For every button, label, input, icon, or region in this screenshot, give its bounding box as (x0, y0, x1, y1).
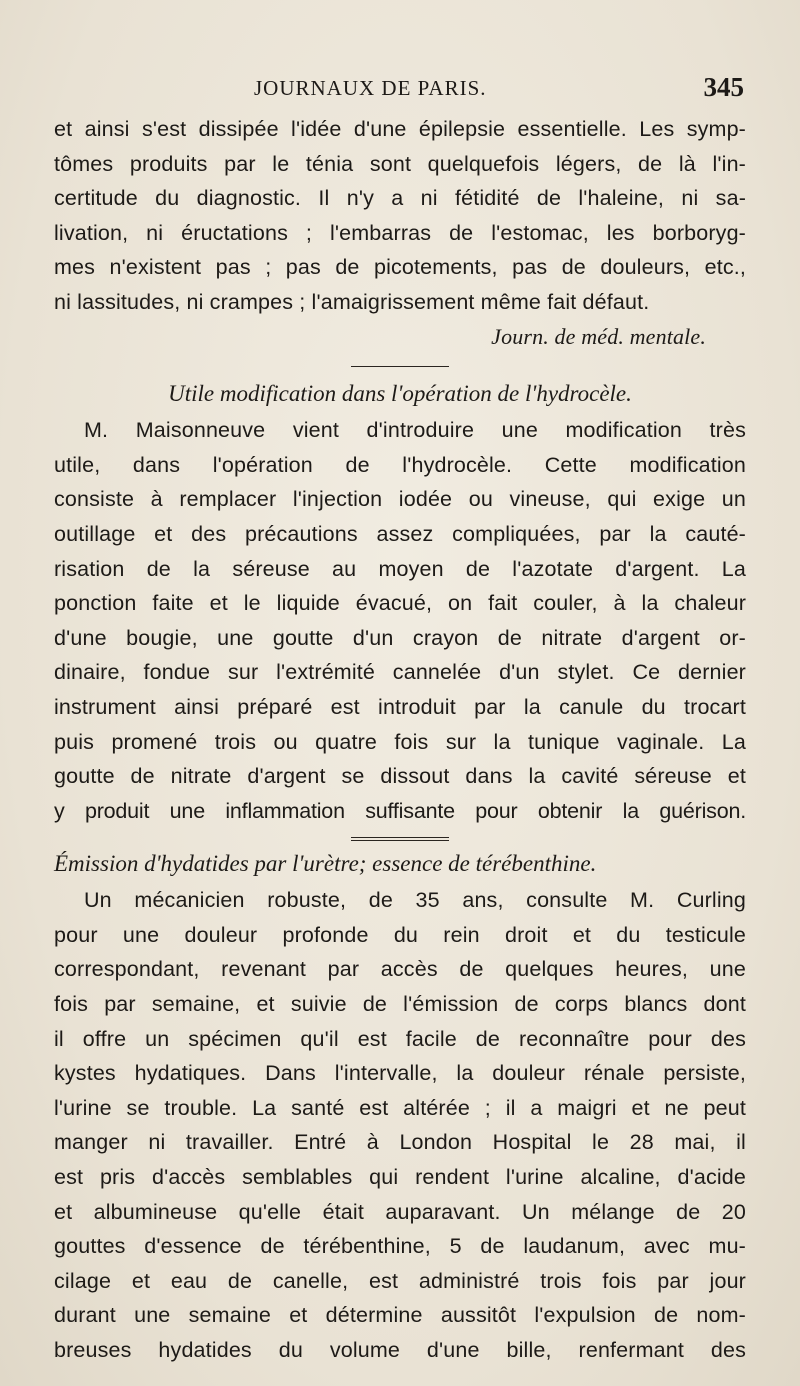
text-line: durant une semaine et détermine aussitôt l'expulsion de nom- (54, 1303, 746, 1328)
text-line: goutte de nitrate d'argent se dissout dans la cavité séreuse et (54, 764, 746, 789)
text-line: correspondant, revenant par accès de quelques heures, une (54, 957, 746, 982)
section-hydrocele (54, 375, 746, 828)
text-line: breuses hydatides du volume d'une bille, renfermant des (54, 1338, 746, 1362)
text-line: risation de la séreuse au moyen de l'azotate d'argent. La (54, 556, 746, 581)
text-line: outillage et des précautions assez compliquées, par la cauté- (54, 521, 746, 546)
text-line: M. Maisonneuve vient d'introduire une modification très (84, 418, 746, 443)
text-line: instrument ainsi préparé est introduit par la canule du trocart (54, 694, 746, 719)
text-line: gouttes d'essence de térébenthine, 5 de laudanum, avec mu- (54, 1234, 746, 1259)
text-line: mes n'existent pas ; pas de picotements, pas de douleurs, etc., (54, 255, 746, 280)
text-line: manger ni travailler. Entré à London Hospital le 28 mai, il (54, 1130, 746, 1155)
section-tenia-text (54, 112, 746, 354)
text-line: certitude du diagnostic. Il n'y a ni fétidité de l'haleine, ni sa- (54, 186, 746, 211)
text-line: ni lassitudes, ni crampes ; l'amaigrissement même fait défaut. (54, 289, 650, 314)
page-header (54, 70, 744, 110)
section-title: Émission d'hydatides par l'urètre; essence de térébenthine. (54, 851, 597, 877)
text-line: Un mécanicien robuste, de 35 ans, consulte M. Curling (84, 888, 746, 913)
section-title: Utile modification dans l'opération de l'hydrocèle. (168, 381, 632, 407)
page-number: 345 (703, 72, 744, 102)
running-title: JOURNAUX DE PARIS. (254, 76, 487, 100)
text-line: est pris d'accès semblables qui rendent l'urine alcaline, d'acide (54, 1165, 746, 1190)
page-body (54, 112, 746, 1368)
text-line: et ainsi s'est dissipée l'idée d'une épilepsie essentielle. Les symp- (54, 117, 746, 141)
text-line: puis promené trois ou quatre fois sur la tunique vaginale. La (54, 729, 746, 754)
source-citation: Journ. de méd. mentale. (491, 323, 706, 349)
text-line: y produit une inflammation suffisante pour obtenir la guérison. (54, 798, 746, 823)
text-line: kystes hydatiques. Dans l'intervalle, la douleur rénale persiste, (54, 1061, 746, 1086)
text-line: fois par semaine, et suivie de l'émission de corps blancs dont (54, 992, 746, 1017)
section-divider (351, 837, 449, 841)
section-hydatides (54, 845, 746, 1367)
text-line: l'urine se trouble. La santé est altérée ; il a maigri et ne peut (54, 1095, 746, 1120)
text-line: pour une douleur profonde du rein droit et du testicule (54, 922, 746, 947)
text-line: consiste à remplacer l'injection iodée ou vineuse, qui exige un (54, 487, 746, 512)
text-line: tômes produits par le ténia sont quelquefois légers, de là l'in- (54, 151, 746, 176)
text-line: utile, dans l'opération de l'hydrocèle. Cette modification (54, 452, 746, 477)
text-line: livation, ni éructations ; l'embarras de l'estomac, les borboryg- (54, 220, 746, 245)
section-divider (351, 366, 449, 367)
text-line: ponction faite et le liquide évacué, on fait couler, à la chaleur (54, 591, 746, 616)
text-line: dinaire, fondue sur l'extrémité cannelée d'un stylet. Ce dernier (54, 660, 746, 685)
text-line: et albumineuse qu'elle était auparavant. Un mélange de 20 (54, 1199, 746, 1224)
text-line: cilage et eau de canelle, est administré trois fois par jour (54, 1268, 746, 1293)
text-line: il offre un spécimen qu'il est facile de reconnaître pour des (54, 1026, 746, 1051)
text-line: d'une bougie, une goutte d'un crayon de nitrate d'argent or- (54, 625, 746, 650)
